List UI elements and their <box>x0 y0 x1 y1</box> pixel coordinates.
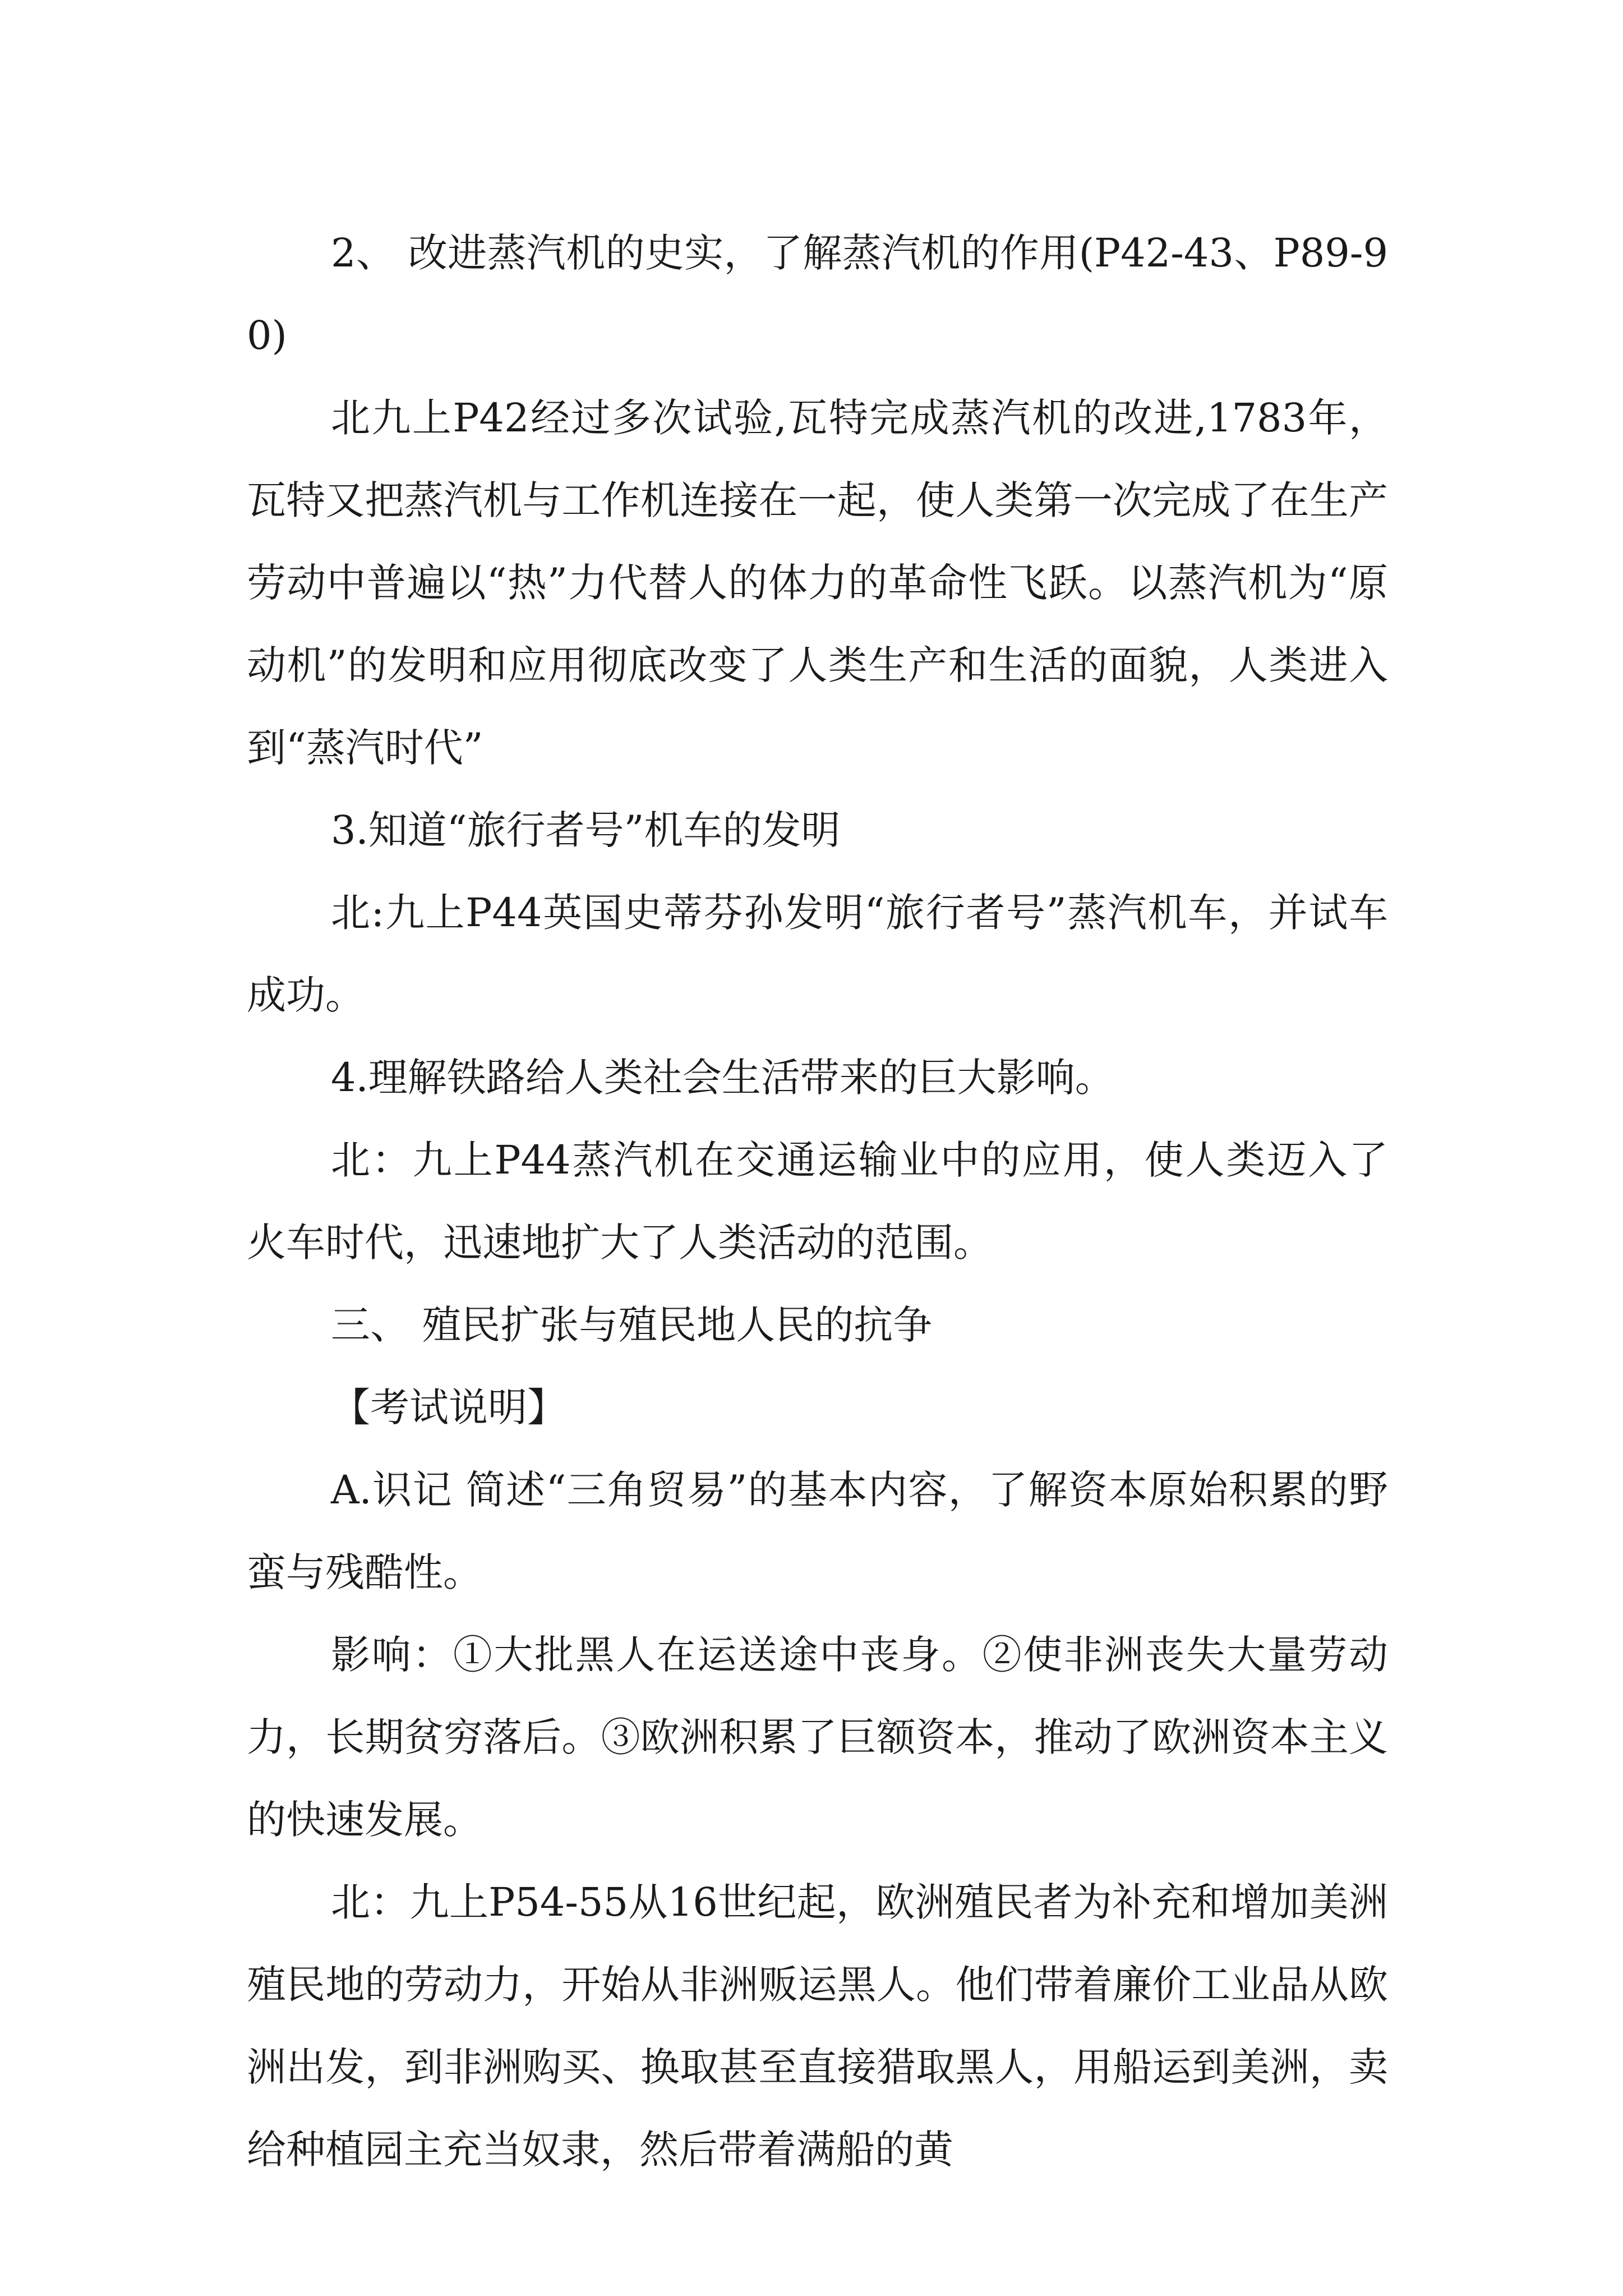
exam-notes-heading: 【考试说明】 <box>331 1384 566 1430</box>
paragraph-steam-engine-heading: 2、 改进蒸汽机的史实，了解蒸汽机的作用(P42-43、P89-90) <box>247 230 1388 358</box>
paragraph-railway-impact-heading: 4.理解铁路给人类社会生活带来的巨大影响。 <box>331 1055 1114 1101</box>
paragraph-triangle-trade: A.识记 简述“三角贸易”的基本内容，了解资本原始积累的野蛮与残酷性。 <box>247 1467 1388 1595</box>
paragraph-slave-trade: 北：九上P54-55从16世纪起，欧洲殖民者为补充和增加美洲殖民地的劳动力，开始从非洲贩运黑人。他们带着廉价工业品从欧洲出发，到非洲购买、换取甚至直接猎取黑人，用船运到美洲，卖给种植园主充当奴隶，然后带着满船的黄 <box>247 1879 1388 2173</box>
paragraph-stephenson: 北:九上P44英国史蒂芬孙发明“旅行者号”蒸汽机车，并试车成功。 <box>247 890 1388 1018</box>
paragraph-impact-list: 影响：①大批黑人在运送途中丧身。②使非洲丧失大量劳动力，长期贫穷落后。③欧洲积累了巨额资本，推动了欧洲资本主义的快速发展。 <box>247 1632 1388 1843</box>
paragraph-watt-steam-engine: 北九上P42经过多次试验,瓦特完成蒸汽机的改进,1783年，瓦特又把蒸汽机与工作机连接在一起，使人类第一次完成了在生产劳动中普遍以“热”力代替人的体力的革命性飞跃。以蒸汽机为“原动机”的发明和应用彻底改变了人类生产和生活的面貌，人类进入到“蒸汽时代” <box>247 395 1388 771</box>
paragraph-railway-impact: 北：九上P44蒸汽机在交通运输业中的应用，使人类迈入了火车时代，迅速地扩大了人类活动的范围。 <box>247 1137 1388 1266</box>
document-page <box>247 212 1388 2191</box>
section-heading-colonial-expansion: 三、 殖民扩张与殖民地人民的抗争 <box>331 1302 933 1348</box>
paragraph-rocket-locomotive-heading: 3.知道“旅行者号”机车的发明 <box>331 807 841 853</box>
